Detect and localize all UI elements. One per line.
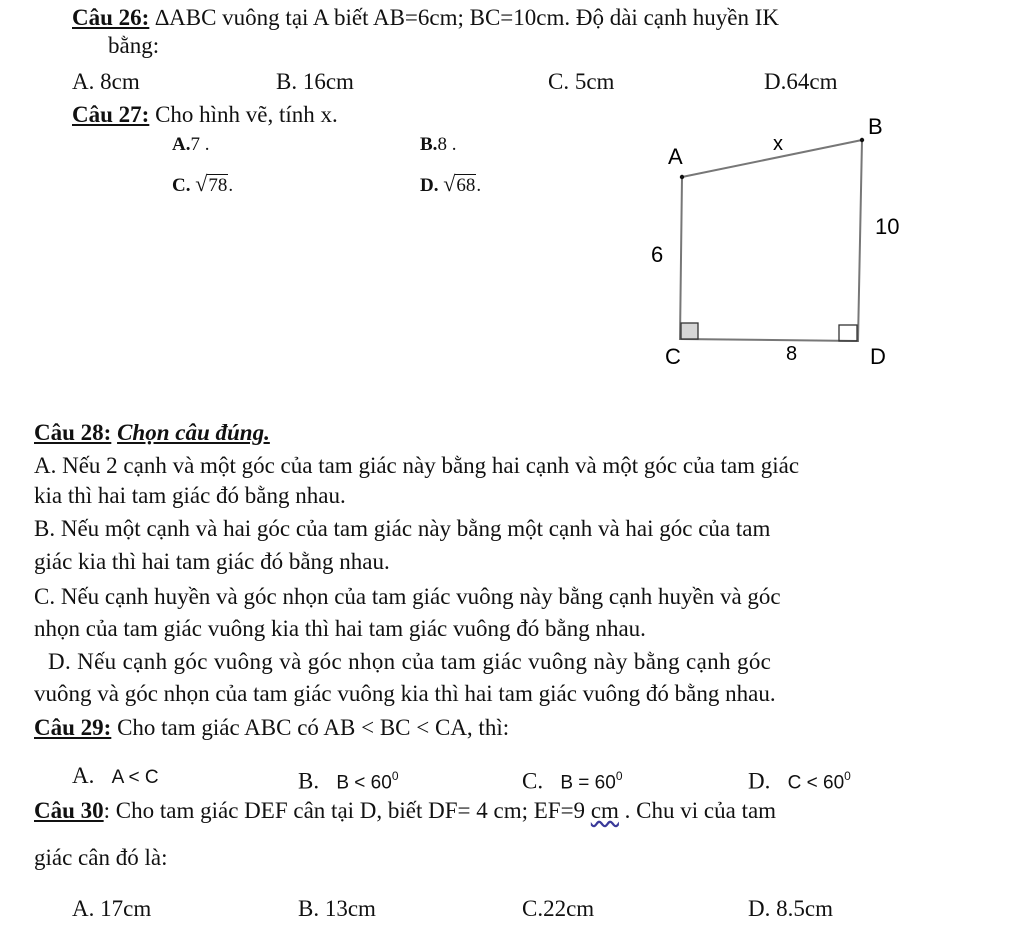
q30-stem-unit: cm [590, 798, 619, 823]
q27-option-a: A.7 . [172, 134, 210, 155]
q28-option-a-line1: A. Nếu 2 cạnh và một góc của tam giác này bằng hai cạnh và một góc của tam giác [34, 453, 800, 478]
q28-stem: Chọn câu đúng. [117, 420, 270, 445]
q30-line [34, 797, 776, 825]
q28-option-c-line2: nhọn của tam giác vuông kia thì hai tam giác vuông đó bằng nhau. [34, 616, 646, 641]
vertex-b-label: B [868, 114, 883, 139]
q27-option-c: C. √78. [172, 170, 233, 200]
q26-stem: ∆ABC vuông tại A biết AB=6cm; BC=10cm. Độ dài cạnh huyền IK [155, 5, 779, 30]
q27-option-d: D. √68. [420, 170, 481, 200]
q29-option-d: D. $C < 60^0$ [748, 768, 851, 794]
q27-option-b: B.8 . [420, 134, 457, 155]
q30-label: Câu 30 [34, 798, 104, 823]
vertex-a-label: A [668, 144, 683, 169]
q26-label: Câu 26: [72, 5, 150, 30]
q28-option-a-line2: kia thì hai tam giác đó bằng nhau. [34, 483, 346, 508]
q28-option-d-line2: vuông và góc nhọn của tam giác vuông kia thì hai tam giác vuông đó bằng nhau. [34, 681, 776, 706]
side-x-label: x [773, 133, 783, 155]
quadrilateral-acdb [680, 140, 862, 341]
q29-option-a: A. A < C [72, 763, 159, 788]
q29-stem: Cho tam giác ABC có AB < BC < CA, thì: [117, 715, 510, 740]
q30-option-b: B. 13cm [298, 896, 376, 921]
q30-option-c: C.22cm [522, 896, 595, 921]
q28-label: Câu 28: [34, 420, 112, 445]
q30-stem-a: : Cho tam giác DEF cân tại D, biết DF= 4 cm; EF=9 [103, 798, 591, 823]
q26-option-c: C. 5cm [548, 69, 615, 94]
q28-option-d-line1: D. Nếu cạnh góc vuông và góc nhọn của tam giác vuông này bằng cạnh góc [48, 649, 772, 674]
q26-option-b: B. 16cm [276, 69, 354, 94]
q26-option-d: D.64cm [764, 69, 838, 94]
q29-label: Câu 29: [34, 715, 112, 740]
q30-stem-b: . Chu vi của tam [618, 798, 777, 823]
right-angle-d [839, 325, 857, 341]
q30-stem-cont: giác cân đó là: [34, 845, 168, 870]
q28-option-b-line2: giác kia thì hai tam giác đó bằng nhau. [34, 549, 390, 574]
side-8-label: 8 [786, 343, 798, 365]
sqrt-symbol: √68 [443, 171, 476, 196]
vertex-b-dot [860, 138, 864, 142]
q26-line [72, 4, 779, 32]
q28-option-c-line1: C. Nếu cạnh huyền và góc nhọn của tam giác vuông này bằng cạnh huyền và góc [34, 584, 781, 609]
q30-option-a: A. 17cm [72, 896, 152, 921]
q27-label: Câu 27: [72, 102, 150, 127]
q26-option-a: A. 8cm [72, 69, 140, 94]
vertex-c-label: C [665, 344, 681, 369]
right-angle-c [681, 323, 698, 339]
side-10-label: 10 [875, 214, 900, 239]
q29-line [34, 714, 509, 742]
q28-line [34, 419, 270, 447]
q29-option-c: C. $B = 60^0$ [522, 768, 623, 794]
sqrt-symbol: √78 [195, 171, 228, 196]
q28-option-b-line1: B. Nếu một cạnh và hai góc của tam giác này bằng một cạnh và hai góc của tam [34, 516, 771, 541]
q30-option-d: D. 8.5cm [748, 896, 833, 921]
q29-option-b: B. $B < 60^0$ [298, 768, 399, 794]
vertex-a-dot [680, 175, 684, 179]
side-6-label: 6 [651, 242, 664, 267]
vertex-d-label: D [870, 344, 886, 369]
q26-stem-cont: bằng: [108, 33, 160, 58]
q27-stem: Cho hình vẽ, tính x. [155, 102, 338, 127]
q27-figure [640, 110, 920, 380]
q27-line [72, 101, 338, 129]
